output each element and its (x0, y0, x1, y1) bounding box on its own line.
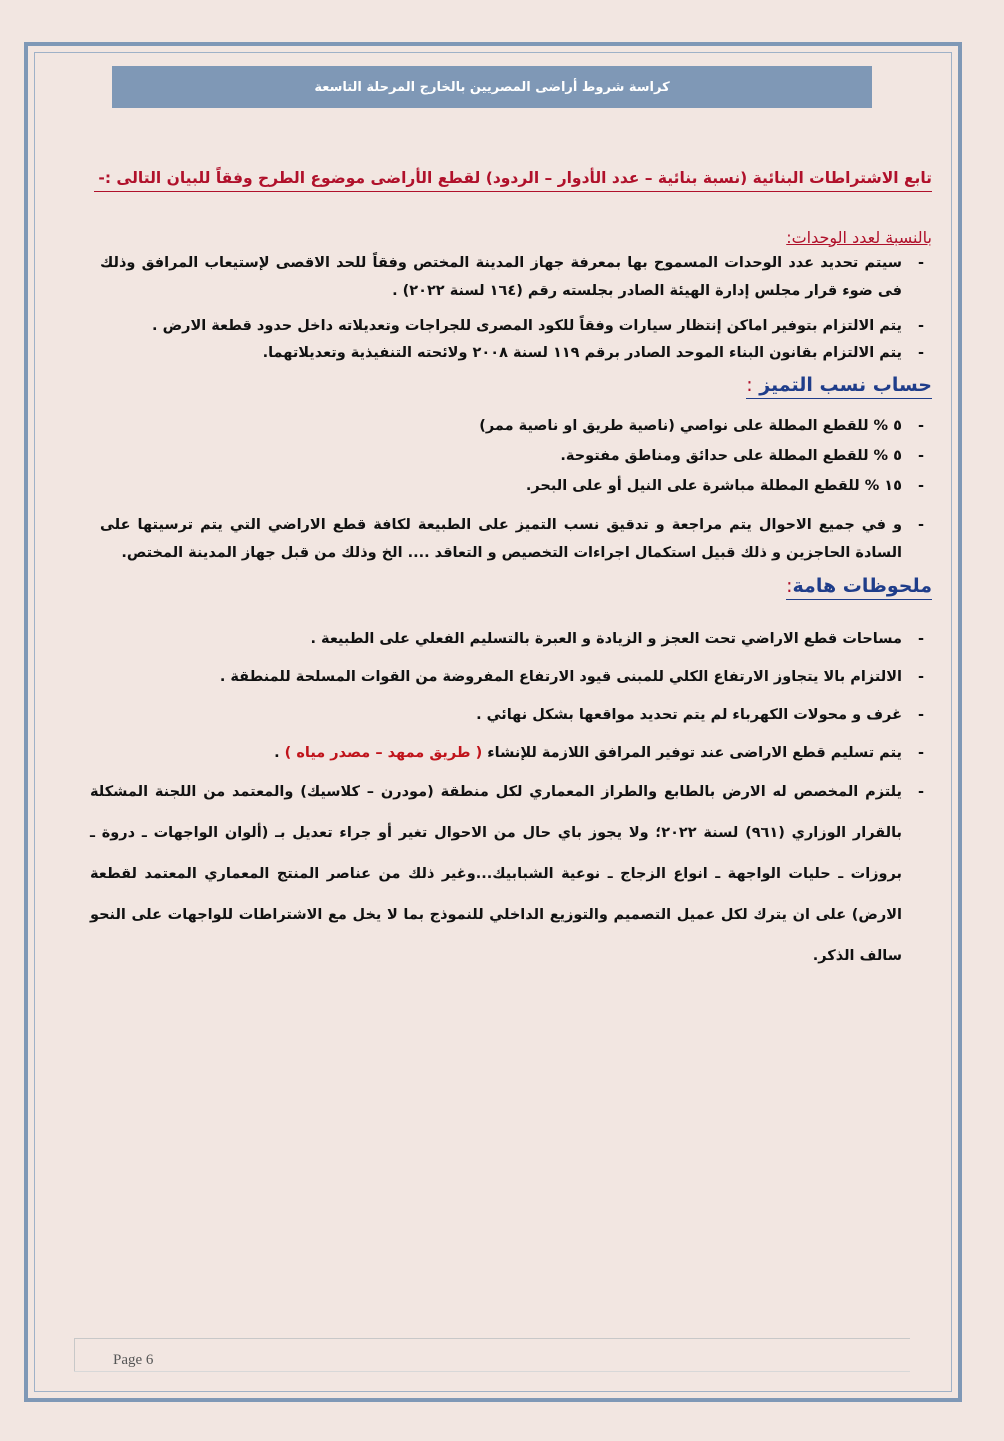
units-list (80, 249, 932, 366)
list-item: - مساحات قطع الاراضي تحت العجز و الزيادة و العبرة بالتسليم الفعلي على الطبيعة . (80, 620, 932, 658)
utilities-note-end: . (274, 745, 280, 761)
notes-title-text: ملحوظات هامة (792, 575, 932, 597)
premium-title-colon: : (746, 374, 753, 396)
footer-divider-left (74, 1338, 75, 1372)
utilities-note-highlight: ( طريق ممهد – مصدر مياه ) (284, 745, 483, 761)
footer-divider-bottom (74, 1371, 910, 1372)
list-item: - يتم الالتزام بقانون البناء الموحد الصادر برقم ١١٩ لسنة ٢٠٠٨ ولائحته التنفيذية وتعديلاتهما. (80, 340, 932, 366)
list-item: - يتم الالتزام بتوفير اماكن إنتظار سيارات وفقاً للكود المصرى للجراجات وتعديلاته داخل حدود قطعة الارض . (80, 313, 932, 339)
main-heading: تابع الاشتراطات البنائية (نسبة بنائية – عدد الأدوار – الردود) لقطع الأراضى موضوع الطرح وفقاً للبيان التالى :- (94, 169, 932, 192)
premium-title-text: حساب نسب التميز (759, 374, 932, 396)
utilities-note (80, 734, 932, 772)
facade-note: - يلتزم المخصص له الارض بالطابع والطراز المعماري لكل منطقة (مودرن – كلاسيك) والمعتمد من اللجنة المشكلة بالقرار الوزاري (٩٦١) لسنة ٢٠٢٢؛ ولا يجوز باي حال من الاحوال تغير أو جراء تعديل بـ (ألوان الواجهات ـ دروة ـ بروزات ـ حليات الواجهة ـ انواع الزجاج ـ نوعية الشبابيك...وغير ذلك من عناصر المنتج المعماري المعتمد لقطعة الارض) على ان يترك لكل عميل التصميم والتوزيع الداخلي للنموذج بما لا يخل مع الاشتراطات للواجهات على النحو سالف الذكر. (80, 772, 932, 977)
list-item: - ٥ % للقطع المطلة على نواصي (ناصية طريق او ناصية ممر) (80, 411, 932, 441)
list-item: - الالتزام بالا يتجاوز الارتفاع الكلي للمبنى قيود الارتفاع المفروضة من القوات المسلحة للمنطقة . (80, 658, 932, 696)
list-item: - و في جميع الاحوال يتم مراجعة و تدقيق نسب التميز على الطبيعة لكافة قطع الاراضي التي يتم ترسيتها على السادة الحاجزين و ذلك قبيل استكمال اجراءات التخصيص و التعاقد .... الخ وذلك من قبل جهاز المدينة المختص. (80, 511, 932, 567)
list-item: - غرف و محولات الكهرباء لم يتم تحديد مواقعها بشكل نهائي . (80, 696, 932, 734)
document-header-bar (112, 66, 872, 108)
notes-list (80, 620, 932, 977)
list-item: - سيتم تحديد عدد الوحدات المسموح بها بمعرفة جهاز المدينة المختص وفقاً للحد الاقصى لإستيعاب المرافق وذلك فى ضوء قرار مجلس إدارة الهيئة الصادر بجلسته رقم (١٦٤ لسنة ٢٠٢٢) . (80, 249, 932, 305)
notes-section-title (786, 575, 932, 600)
document-header-title: كراسة شروط أراضى المصريين بالخارج المرحلة التاسعة (314, 79, 670, 95)
page-number: Page 6 (113, 1352, 154, 1368)
premium-section-title (746, 374, 932, 399)
utilities-note-text: يتم تسليم قطع الاراضى عند توفير المرافق اللازمة للإنشاء (487, 745, 902, 761)
units-section-title: بالنسبة لعدد الوحدات: (786, 228, 932, 247)
list-item: - ٥ % للقطع المطلة على حدائق ومناطق مفتوحة. (80, 441, 932, 471)
page-content (80, 168, 932, 977)
premium-list (80, 411, 932, 567)
footer-divider (74, 1338, 910, 1339)
notes-title-colon: : (786, 575, 793, 597)
list-item: - ١٥ % للقطع المطلة مباشرة على النيل أو على البحر. (80, 471, 932, 501)
